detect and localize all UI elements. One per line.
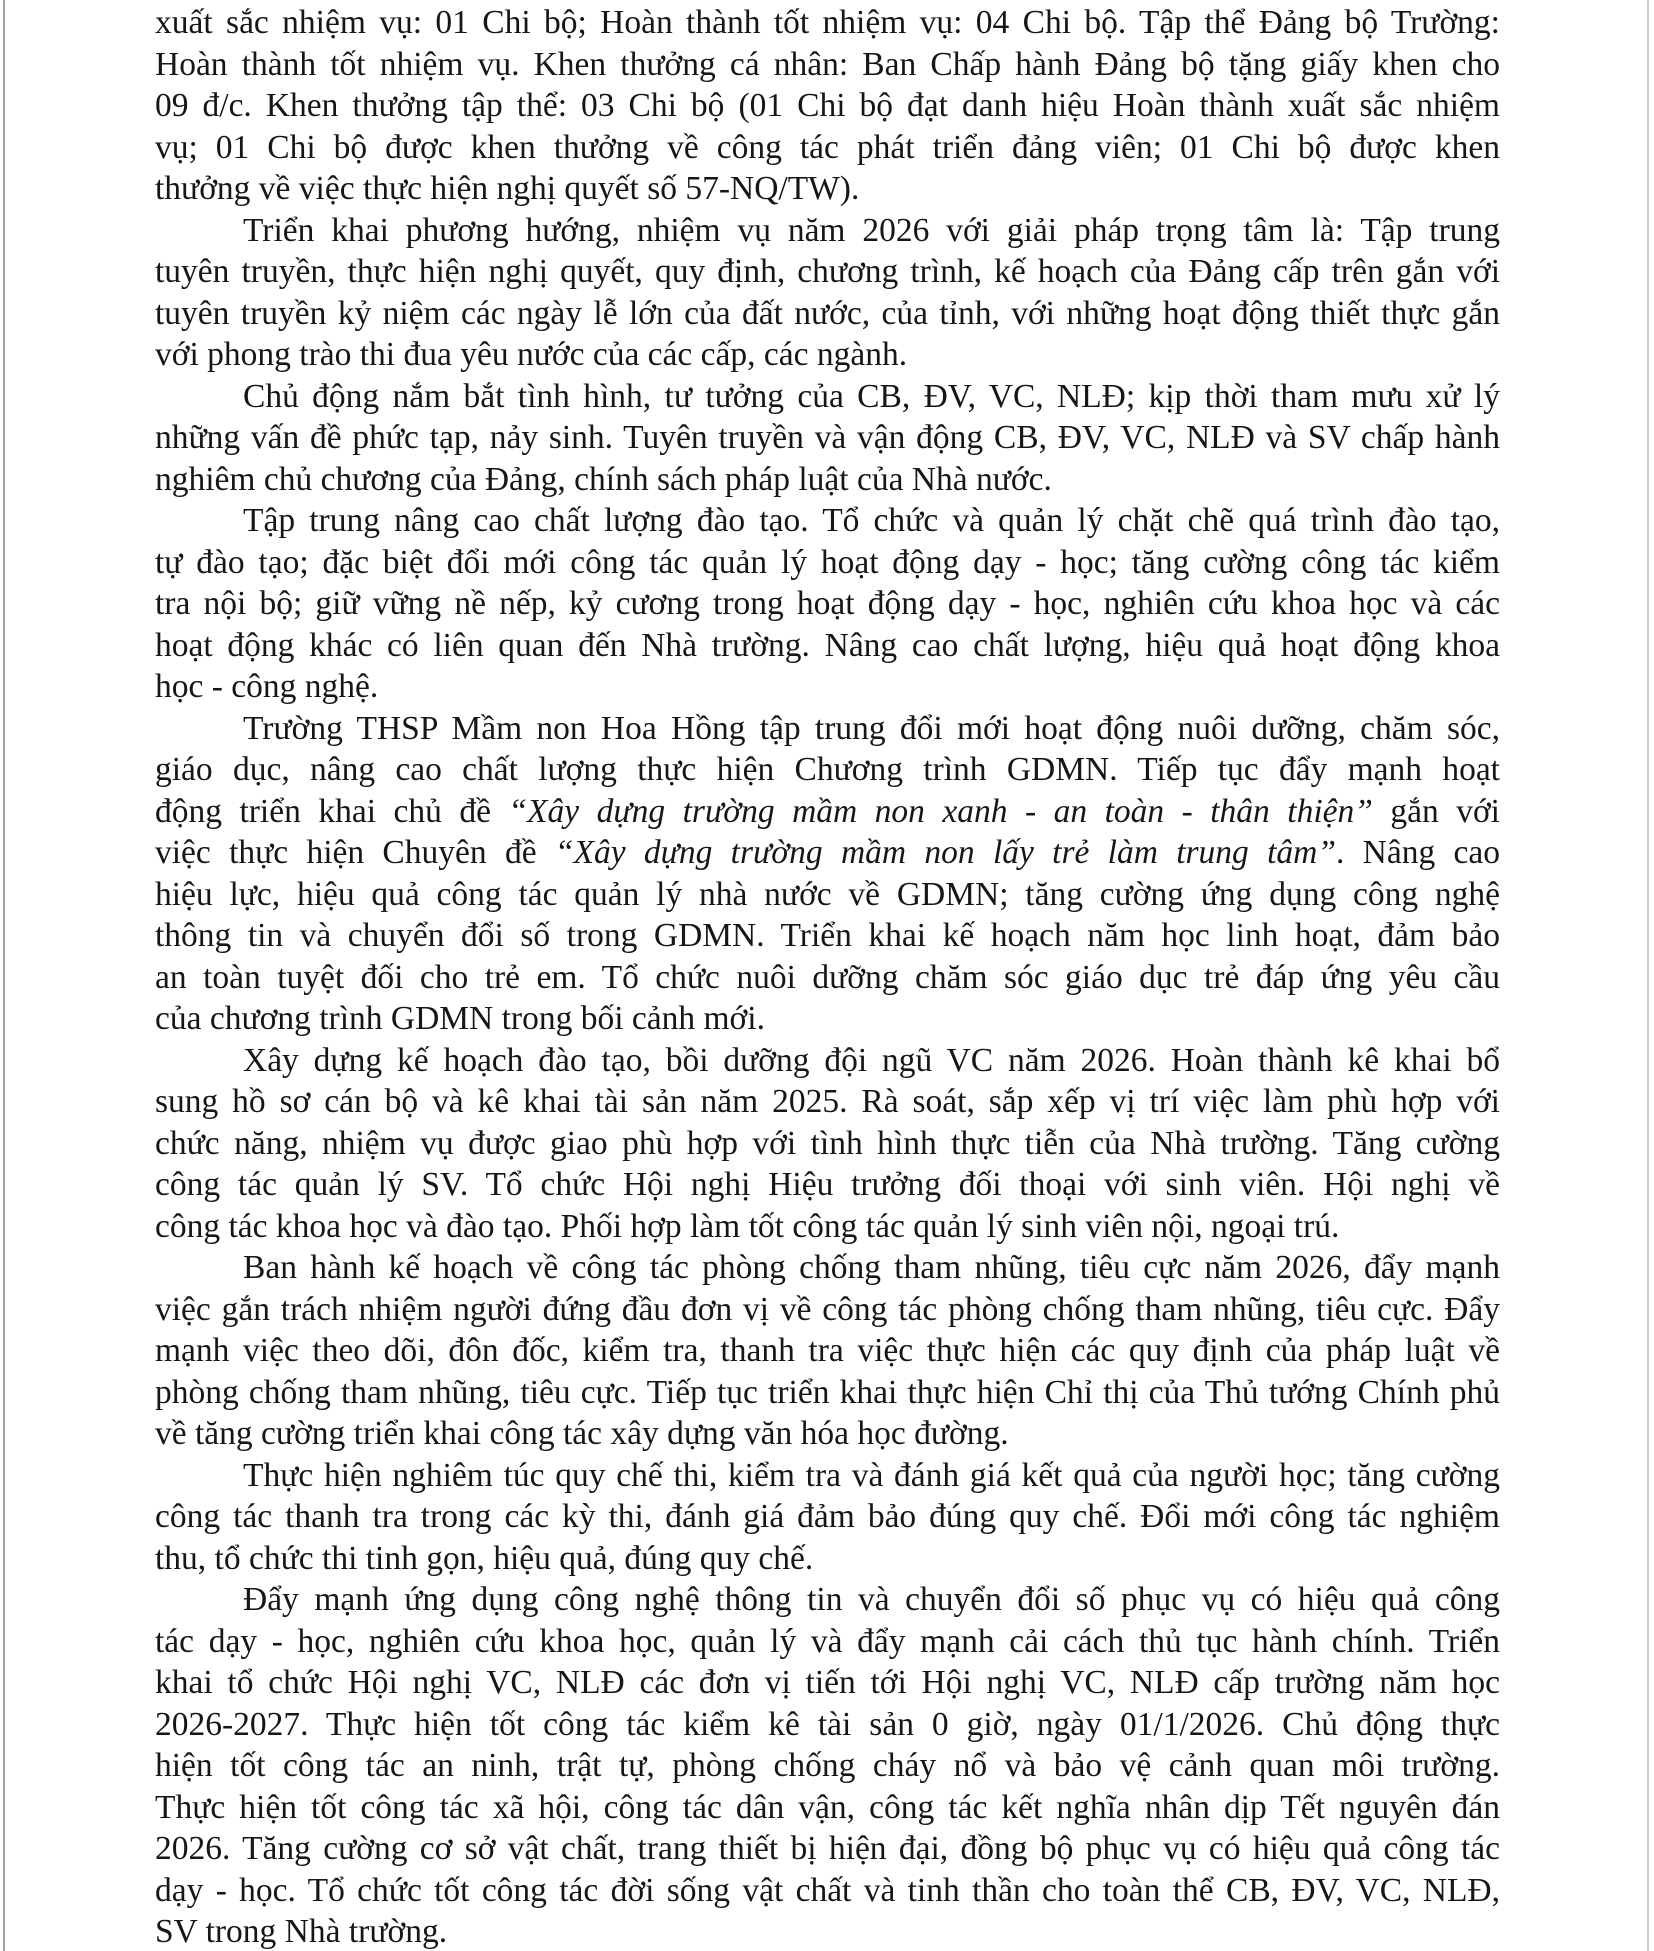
text-run: tra nội bộ; giữ vững nề nếp, kỷ cương trong hoạt động dạy - học, nghiên cứu khoa học và các: [155, 585, 1500, 622]
text-line: [155, 957, 1500, 999]
text-run: Ban hành kế hoạch về công tác phòng chống tham nhũng, tiêu cực năm 2026, đẩy mạnh: [243, 1249, 1500, 1286]
text-line: [155, 666, 1500, 708]
text-run: việc gắn trách nhiệm người đứng đầu đơn vị về công tác phòng chống tham nhũng, tiêu cực. Đẩy: [155, 1290, 1500, 1328]
text-run: với phong trào thi đua yêu nước của các cấp, các ngành.: [155, 336, 908, 373]
text-run: thông tin và chuyển đổi số trong GDMN. Triển khai kế hoạch năm học linh hoạt, đảm bảo: [155, 917, 1500, 954]
text-line: [155, 1330, 1500, 1372]
text-run: gắn với: [1372, 792, 1500, 830]
text-line: [155, 459, 1500, 501]
text-line: [155, 210, 1500, 252]
scan-edge-line-right: [1647, 0, 1649, 1951]
text-line: [155, 625, 1500, 667]
text-run: thu, tổ chức thi tinh gọn, hiệu quả, đúng quy chế.: [155, 1539, 814, 1577]
text-run: vụ; 01 Chi bộ được khen thưởng về công tác phát triển đảng viên; 01 Chi bộ được khen: [155, 128, 1500, 166]
text-run: an toàn tuyệt đối cho trẻ em. Tổ chức nuôi dưỡng chăm sóc giáo dục trẻ đáp ứng yêu cầu: [155, 958, 1500, 996]
text-line: [155, 1621, 1500, 1663]
text-run: khai tổ chức Hội nghị VC, NLĐ các đơn vị tiến tới Hội nghị VC, NLĐ cấp trường năm học: [155, 1664, 1500, 1701]
document-text: [155, 2, 1500, 1951]
text-line: [155, 1870, 1500, 1912]
text-line: [155, 1704, 1500, 1746]
text-run: của chương trình GDMN trong bối cảnh mới.: [155, 1000, 765, 1037]
text-line: [155, 749, 1500, 791]
text-run: . Nâng cao: [1335, 834, 1500, 871]
text-line: [155, 251, 1500, 293]
text-line: [155, 2, 1500, 44]
text-run: Thực hiện nghiêm túc quy chế thi, kiểm tra và đánh giá kết quả của người học; tăng cường: [243, 1456, 1500, 1494]
paragraph: [155, 1247, 1500, 1455]
italic-text-run: “Xây dựng trường mầm non lấy trẻ làm trung tâm”: [554, 834, 1336, 871]
text-run: hoạt động khác có liên quan đến Nhà trường. Nâng cao chất lượng, hiệu quả hoạt động khoa: [155, 626, 1500, 664]
text-line: [155, 1496, 1500, 1538]
text-line: [155, 915, 1500, 957]
text-line: [155, 1123, 1500, 1165]
text-line: [155, 1289, 1500, 1331]
text-line: [155, 1787, 1500, 1829]
italic-text-run: “Xây dựng trường mầm non xanh - an toàn - thân thiện”: [508, 792, 1373, 830]
text-run: Tập trung nâng cao chất lượng đào tạo. Tổ chức và quản lý chặt chẽ quá trình đào tạo,: [243, 502, 1500, 539]
text-line: [155, 127, 1500, 169]
text-run: chức năng, nhiệm vụ được giao phù hợp với tình hình thực tiễn của Nhà trường. Tăng cường: [155, 1124, 1500, 1162]
text-run: nghiêm chủ chương của Đảng, chính sách pháp luật của Nhà nước.: [155, 460, 1052, 498]
text-run: 2026. Tăng cường cơ sở vật chất, trang thiết bị hiện đại, đồng bộ phục vụ có hiệu quả công tác: [155, 1830, 1500, 1867]
text-line: [155, 44, 1500, 86]
text-line: [155, 1828, 1500, 1870]
text-line: [155, 832, 1500, 874]
paragraph: [155, 1455, 1500, 1580]
text-run: về tăng cường triển khai công tác xây dựng văn hóa học đường.: [155, 1415, 1009, 1452]
text-line: [155, 791, 1500, 833]
paragraph: [155, 1040, 1500, 1248]
paragraph: [155, 210, 1500, 376]
text-line: [155, 998, 1500, 1040]
text-line: [155, 417, 1500, 459]
text-line: [155, 542, 1500, 584]
paragraph: [155, 1579, 1500, 1951]
text-run: SV trong Nhà trường.: [155, 1913, 448, 1950]
text-run: Trường THSP Mầm non Hoa Hồng tập trung đổi mới hoạt động nuôi dưỡng, chăm sóc,: [243, 709, 1500, 747]
text-line: [155, 708, 1500, 750]
text-run: tuyên truyền, thực hiện nghị quyết, quy định, chương trình, kế hoạch của Đảng cấp trên gắn với: [155, 253, 1500, 290]
text-run: công tác quản lý SV. Tổ chức Hội nghị Hiệu trưởng đối thoại với sinh viên. Hội nghị về: [155, 1166, 1500, 1203]
text-run: 2026-2027. Thực hiện tốt công tác kiểm kê tài sản 0 giờ, ngày 01/1/2026. Chủ động thực: [155, 1705, 1500, 1743]
text-run: dạy - học. Tổ chức tốt công tác đời sống vật chất và tinh thần cho toàn thể CB, ĐV, VC, NLĐ,: [155, 1871, 1500, 1909]
text-run: học - công nghệ.: [155, 668, 379, 705]
text-run: Xây dựng kế hoạch đào tạo, bồi dưỡng đội ngũ VC năm 2026. Hoàn thành kê khai bổ: [243, 1041, 1500, 1079]
text-run: phòng chống tham nhũng, tiêu cực. Tiếp tục triển khai thực hiện Chỉ thị của Thủ tướng Chính phủ: [155, 1373, 1500, 1411]
text-line: [155, 1413, 1500, 1455]
text-run: hiện tốt công tác an ninh, trật tự, phòng chống cháy nổ và bảo vệ cảnh quan môi trường.: [155, 1747, 1500, 1784]
text-run: Thực hiện tốt công tác xã hội, công tác dân vận, công tác kết nghĩa nhân dịp Tết nguyên đán: [155, 1788, 1500, 1826]
text-line: [155, 874, 1500, 916]
text-run: mạnh việc theo dõi, đôn đốc, kiểm tra, thanh tra việc thực hiện các quy định của pháp luật về: [155, 1332, 1500, 1369]
text-line: [155, 1455, 1500, 1497]
text-run: Chủ động nắm bắt tình hình, tư tưởng của CB, ĐV, VC, NLĐ; kịp thời tham mưu xử lý: [243, 377, 1500, 415]
text-line: [155, 168, 1500, 210]
paragraph: [155, 708, 1500, 1040]
paragraph: [155, 500, 1500, 708]
text-line: [155, 293, 1500, 335]
text-line: [155, 1247, 1500, 1289]
text-run: Đẩy mạnh ứng dụng công nghệ thông tin và chuyển đổi số phục vụ có hiệu quả công: [243, 1581, 1500, 1618]
scan-edge-line-left: [3, 0, 5, 1951]
text-line: [155, 376, 1500, 418]
paragraph: [155, 376, 1500, 501]
text-run: công tác khoa học và đào tạo. Phối hợp làm tốt công tác quản lý sinh viên nội, ngoại trú.: [155, 1207, 1340, 1245]
text-run: động triển khai chủ đề: [155, 792, 509, 830]
paragraph: [155, 2, 1500, 210]
text-line: [155, 334, 1500, 376]
text-line: [155, 85, 1500, 127]
text-run: tuyên truyền kỷ niệm các ngày lễ lớn của đất nước, của tỉnh, với những hoạt động thiết thực gắn: [155, 294, 1500, 332]
text-run: sung hồ sơ cán bộ và kê khai tài sản năm 2025. Rà soát, sắp xếp vị trí việc làm phù hợp với: [155, 1083, 1500, 1120]
text-line: [155, 500, 1500, 542]
text-run: giáo dục, nâng cao chất lượng thực hiện Chương trình GDMN. Tiếp tục đẩy mạnh hoạt: [155, 751, 1500, 788]
text-line: [155, 1911, 1500, 1951]
text-run: hiệu lực, hiệu quả công tác quản lý nhà nước về GDMN; tăng cường ứng dụng công nghệ: [155, 875, 1500, 913]
text-line: [155, 1206, 1500, 1248]
text-run: xuất sắc nhiệm vụ: 01 Chi bộ; Hoàn thành tốt nhiệm vụ: 04 Chi bộ. Tập thể Đảng bộ Trường:: [155, 4, 1500, 41]
text-run: Hoàn thành tốt nhiệm vụ. Khen thưởng cá nhân: Ban Chấp hành Đảng bộ tặng giấy khen cho: [155, 45, 1500, 83]
text-run: công tác thanh tra trong các kỳ thi, đánh giá đảm bảo đúng quy chế. Đổi mới công tác nghiệm: [155, 1498, 1500, 1535]
text-line: [155, 1662, 1500, 1704]
text-line: [155, 1745, 1500, 1787]
text-line: [155, 1538, 1500, 1580]
text-run: tự đào tạo; đặc biệt đổi mới công tác quản lý hoạt động dạy - học; tăng cường công tác kiểm: [155, 543, 1500, 581]
text-line: [155, 1040, 1500, 1082]
text-line: [155, 1372, 1500, 1414]
text-run: 09 đ/c. Khen thưởng tập thể: 03 Chi bộ (01 Chi bộ đạt danh hiệu Hoàn thành xuất sắc nhiệm: [155, 87, 1500, 124]
text-run: những vấn đề phức tạp, nảy sinh. Tuyên truyền và vận động CB, ĐV, VC, NLĐ và SV chấp hành: [155, 419, 1500, 456]
text-line: [155, 1579, 1500, 1621]
text-run: thưởng về việc thực hiện nghị quyết số 57-NQ/TW).: [155, 170, 860, 207]
text-run: việc thực hiện Chuyên đề: [155, 834, 555, 871]
text-line: [155, 583, 1500, 625]
text-run: Triển khai phương hướng, nhiệm vụ năm 2026 với giải pháp trọng tâm là: Tập trung: [243, 211, 1500, 249]
text-line: [155, 1081, 1500, 1123]
text-line: [155, 1164, 1500, 1206]
text-run: tác dạy - học, nghiên cứu khoa học, quản lý và đẩy mạnh cải cách thủ tục hành chính. Triển: [155, 1622, 1500, 1660]
